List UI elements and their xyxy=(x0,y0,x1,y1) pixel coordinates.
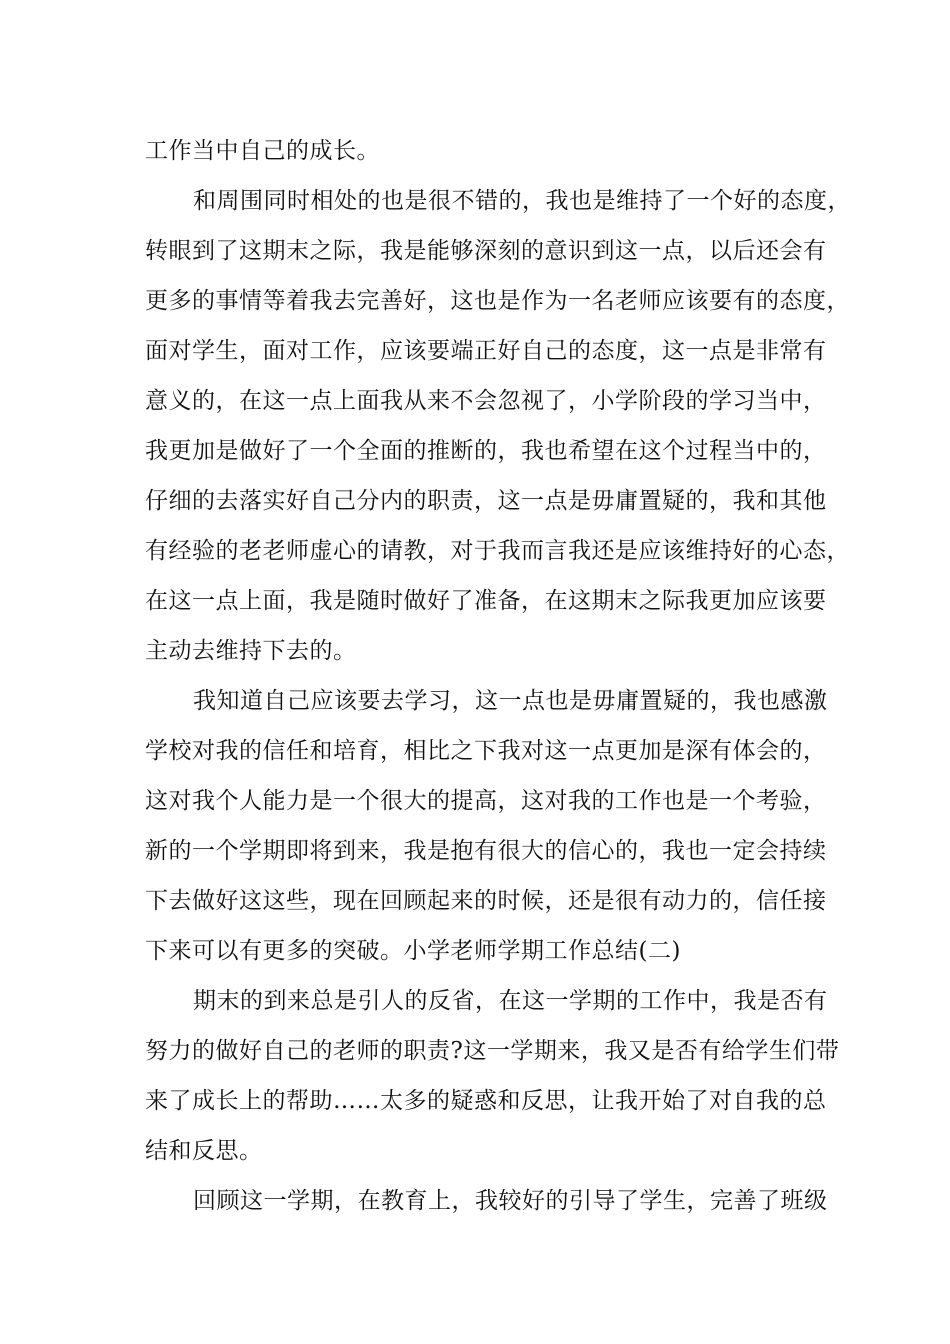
text-line: 转眼到了这期末之际，我是能够深刻的意识到这一点，以后还会有 xyxy=(145,238,827,264)
text-line: 主动去维持下去的。 xyxy=(145,638,357,664)
text-line: 更多的事情等着我去完善好，这也是作为一名老师应该要有的态度， xyxy=(145,288,850,314)
text-line: 下去做好这这些，现在回顾起来的时候，还是很有动力的，信任接 xyxy=(145,888,827,914)
text-line: 有经验的老老师虚心的请教，对于我而言我还是应该维持好的心态， xyxy=(145,538,850,564)
text-line: 结和反思。 xyxy=(145,1138,263,1164)
text-line: 仔细的去落实好自己分内的职责，这一点是毋庸置疑的，我和其他 xyxy=(145,488,827,514)
text-line: 努力的做好自己的老师的职责?这一学期来，我又是否有给学生们带 xyxy=(145,1038,840,1064)
text-line: 我更加是做好了一个全面的推断的，我也希望在这个过程当中的， xyxy=(145,438,827,464)
paragraph-first-line: 回顾这一学期，在教育上，我较好的引导了学生，完善了班级 xyxy=(193,1188,828,1214)
text-line: 面对学生，面对工作，应该要端正好自己的态度，这一点是非常有 xyxy=(145,338,827,364)
text-line: 下来可以有更多的突破。小学老师学期工作总结(二) xyxy=(145,938,681,964)
text-line: 意义的，在这一点上面我从来不会忽视了，小学阶段的学习当中， xyxy=(145,388,827,414)
text-line: 工作当中自己的成长。 xyxy=(145,138,380,164)
text-line: 在这一点上面，我是随时做好了准备，在这期末之际我更加应该要 xyxy=(145,588,827,614)
text-line: 学校对我的信任和培育，相比之下我对这一点更加是深有体会的， xyxy=(145,738,827,764)
text-line: 这对我个人能力是一个很大的提高，这对我的工作也是一个考验， xyxy=(145,788,827,814)
paragraph-first-line: 和周围同时相处的也是很不错的，我也是维持了一个好的态度， xyxy=(193,188,851,214)
paragraph-first-line: 期末的到来总是引人的反省，在这一学期的工作中，我是否有 xyxy=(193,988,828,1014)
paragraph-first-line: 我知道自己应该要去学习，这一点也是毋庸置疑的，我也感激 xyxy=(193,688,828,714)
text-line: 来了成长上的帮助……太多的疑惑和反思，让我开始了对自我的总 xyxy=(145,1088,827,1114)
text-line: 新的一个学期即将到来，我是抱有很大的信心的，我也一定会持续 xyxy=(145,838,827,864)
